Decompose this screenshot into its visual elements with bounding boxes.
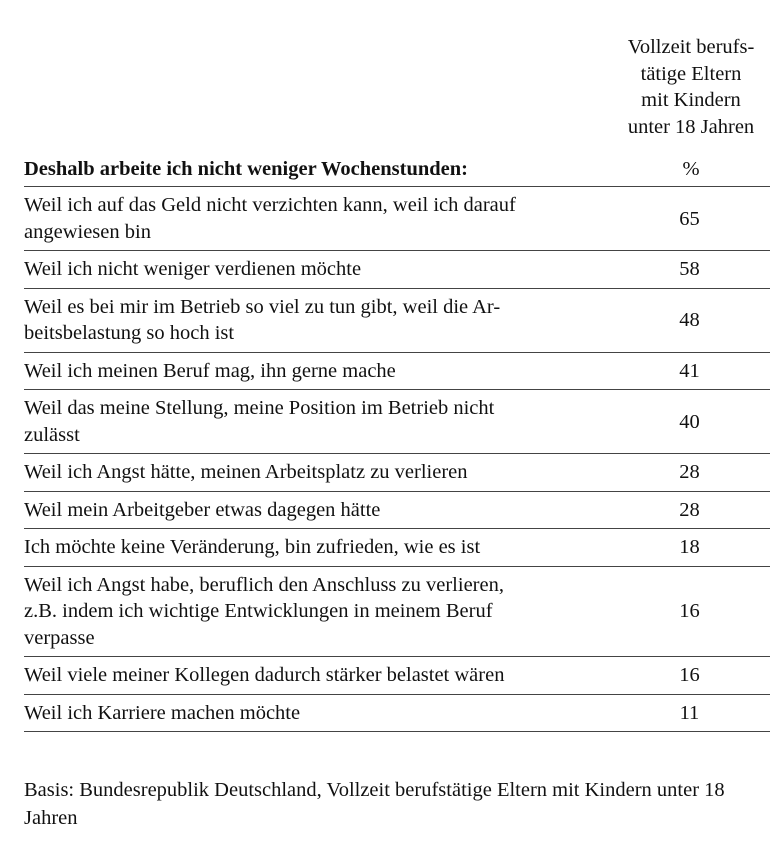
table-row: [24, 289, 770, 353]
table-row: [24, 695, 770, 733]
row-reason: Weil ich auf das Geld nicht verzichten kann, weil ich darauf angewiesen bin: [24, 194, 516, 243]
column-header-line: Vollzeit berufs-: [627, 36, 755, 58]
row-percent: 40: [679, 410, 700, 433]
row-percent: 28: [679, 498, 700, 521]
table-row: [24, 529, 770, 567]
row-percent: 18: [679, 536, 700, 559]
row-percent: 58: [679, 258, 700, 281]
section-label: Deshalb arbeite ich nicht weniger Wochenstunden:: [24, 158, 469, 180]
row-reason: Weil ich Angst habe, beruflich den Anschluss zu verlieren, z.B. indem ich wichtige Entwicklungen in meinem Beruf verpasse: [24, 573, 504, 649]
table-row: [24, 657, 770, 695]
row-percent: 16: [679, 600, 700, 623]
row-reason: Weil viele meiner Kollegen dadurch stärker belastet wären: [24, 664, 505, 686]
row-percent: 11: [679, 701, 700, 724]
row-percent: 16: [679, 664, 700, 687]
table-row: [24, 567, 770, 658]
table-row: [24, 390, 770, 454]
table-row: [24, 353, 770, 391]
row-reason: Weil ich meinen Beruf mag, ihn gerne mache: [24, 359, 396, 382]
table-row: [24, 454, 770, 492]
column-header: [608, 34, 774, 140]
basis-footnote: Basis: Bundesrepublik Deutschland, Vollzeit berufstätige Eltern mit Kindern unter 18 Jahren: [24, 779, 725, 829]
table-row: [24, 187, 770, 251]
row-percent: 28: [679, 461, 700, 484]
table-row: [24, 492, 770, 530]
column-header-line: unter 18 Jahren: [627, 115, 755, 138]
table-row: [24, 251, 770, 289]
row-reason: Weil ich Karriere machen möchte: [24, 701, 301, 724]
column-header-line: tätige Eltern: [640, 62, 742, 85]
row-reason: Ich möchte keine Veränderung, bin zufrieden, wie es ist: [24, 536, 481, 558]
row-reason: Weil mein Arbeitgeber etwas dagegen hätte: [24, 498, 381, 521]
row-reason: Weil ich nicht weniger verdienen möchte: [24, 258, 362, 280]
row-reason: Weil es bei mir im Betrieb so viel zu tun gibt, weil die Ar- beitsbelastung so hoch ist: [24, 295, 501, 344]
row-percent: 41: [679, 359, 700, 382]
row-percent: 48: [679, 309, 700, 331]
column-header-line: mit Kindern: [641, 89, 741, 111]
row-percent: 65: [679, 207, 700, 230]
table-body: [24, 186, 770, 732]
row-reason: Weil ich Angst hätte, meinen Arbeitsplatz zu verlieren: [24, 461, 468, 483]
percent-unit-label: %: [682, 158, 700, 180]
row-reason: Weil das meine Stellung, meine Position im Betrieb nicht zulässt: [24, 397, 495, 446]
